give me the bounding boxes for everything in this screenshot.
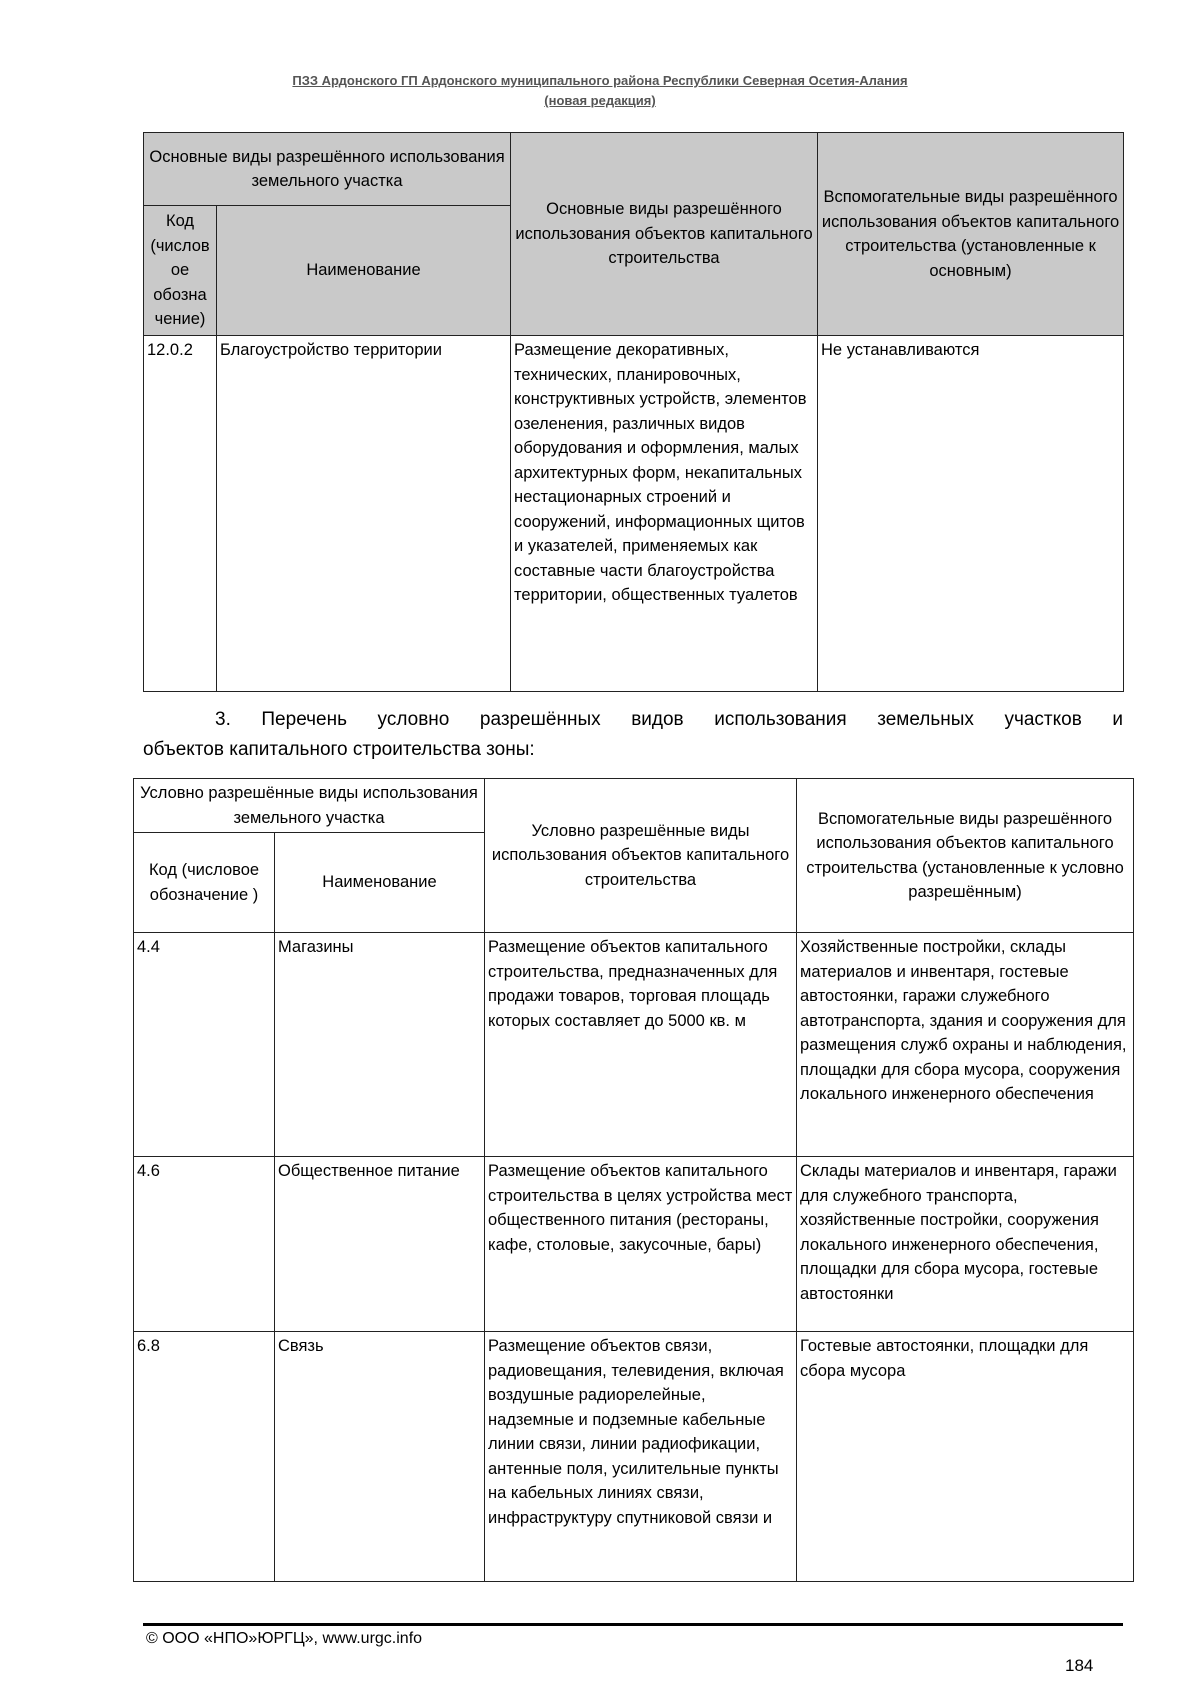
paragraph-line-1: 3. Перечень условно разрешённых видов использования земельных участков и (215, 709, 1123, 730)
row-name: Магазины (275, 933, 485, 1157)
main-uses-table (143, 132, 1124, 692)
row-name: Связь (275, 1332, 485, 1582)
row-code: 4.6 (134, 1157, 275, 1332)
page-number: 184 (1065, 1656, 1094, 1675)
row-aux-use: Хозяйственные постройки, склады материалов и инвентаря, гостевые автостоянки, гаражи служебного автотранспорта, здания и сооружения для размещения служб охраны и наблюдения, площадки для сбора мусора, сооружения локального инженерного обеспечения (797, 933, 1134, 1157)
row-main-use: Размещение объектов капитального строительства в целях устройства мест общественного питания (рестораны, кафе, столовые, закусочные, бары) (485, 1157, 797, 1332)
row-name: Благоустройство территории (217, 336, 511, 692)
conditional-uses-table (133, 778, 1134, 1582)
row-name: Общественное питание (275, 1157, 485, 1332)
paragraph-line-2: объектов капитального строительства зоны: (143, 739, 535, 760)
row-main-use: Размещение объектов капитального строительства, предназначенных для продажи товаров, торговая площадь которых составляет до 5000 кв. м (485, 933, 797, 1157)
table-row (134, 1332, 1134, 1582)
table2-group-header: Условно разрешённые виды использования земельного участка (134, 779, 485, 833)
table-row (144, 336, 1124, 692)
table1-col-aux: Вспомогательные виды разрешённого использования объектов капитального строительства (установленные к основным) (818, 133, 1124, 336)
row-code: 4.4 (134, 933, 275, 1157)
table2-col-name: Наименование (275, 833, 485, 933)
table1-col-main: Основные виды разрешённого использования объектов капитального строительства (511, 133, 818, 336)
table2-col-code: Код (числовое обозначение ) (134, 833, 275, 933)
footer-copyright: © ООО «НПО»ЮРГЦ», www.urgc.info (146, 1630, 423, 1647)
table1-group-header: Основные виды разрешённого использования земельного участка (144, 133, 511, 206)
table2-col-main: Условно разрешённые виды использования объектов капитального строительства (485, 779, 797, 933)
footer-divider (143, 1623, 1123, 1626)
row-aux-use: Склады материалов и инвентаря, гаражи для служебного транспорта, хозяйственные постройки, сооружения локального инженерного обеспечения, площадки для сбора мусора, гостевые автостоянки (797, 1157, 1134, 1332)
running-header-subtitle: (новая редакция) (544, 93, 656, 108)
row-code: 6.8 (134, 1332, 275, 1582)
table-row (134, 933, 1134, 1157)
row-main-use: Размещение декоративных, технических, планировочных, конструктивных устройств, элементов озеленения, различных видов оборудования и оформления, малых архитектурных форм, некапитальных нестационарных строений и сооружений, информационных щитов и указателей, применяемых как составные части благоустройства территории, общественных туалетов (511, 336, 818, 692)
row-aux-use: Не устанавливаются (818, 336, 1124, 692)
row-code: 12.0.2 (144, 336, 217, 692)
table2-col-aux: Вспомогательные виды разрешённого использования объектов капитального строительства (установленные к условно разрешённым) (797, 779, 1134, 933)
running-header-title: ПЗЗ Ардонского ГП Ардонского муниципального района Республики Северная Осетия-Алания (292, 73, 908, 88)
row-aux-use: Гостевые автостоянки, площадки для сбора мусора (797, 1332, 1134, 1582)
table1-col-name: Наименование (217, 206, 511, 336)
section-paragraph (143, 705, 1123, 765)
table-row (134, 1157, 1134, 1332)
row-main-use: Размещение объектов связи, радиовещания, телевидения, включая воздушные радиорелейные, надземные и подземные кабельные линии связи, линии радиофикации, антенные поля, усилительные пункты на кабельных линиях связи, инфраструктуру спутниковой связи и (485, 1332, 797, 1582)
table1-col-code: Код (числов ое обозна чение) (144, 206, 217, 336)
